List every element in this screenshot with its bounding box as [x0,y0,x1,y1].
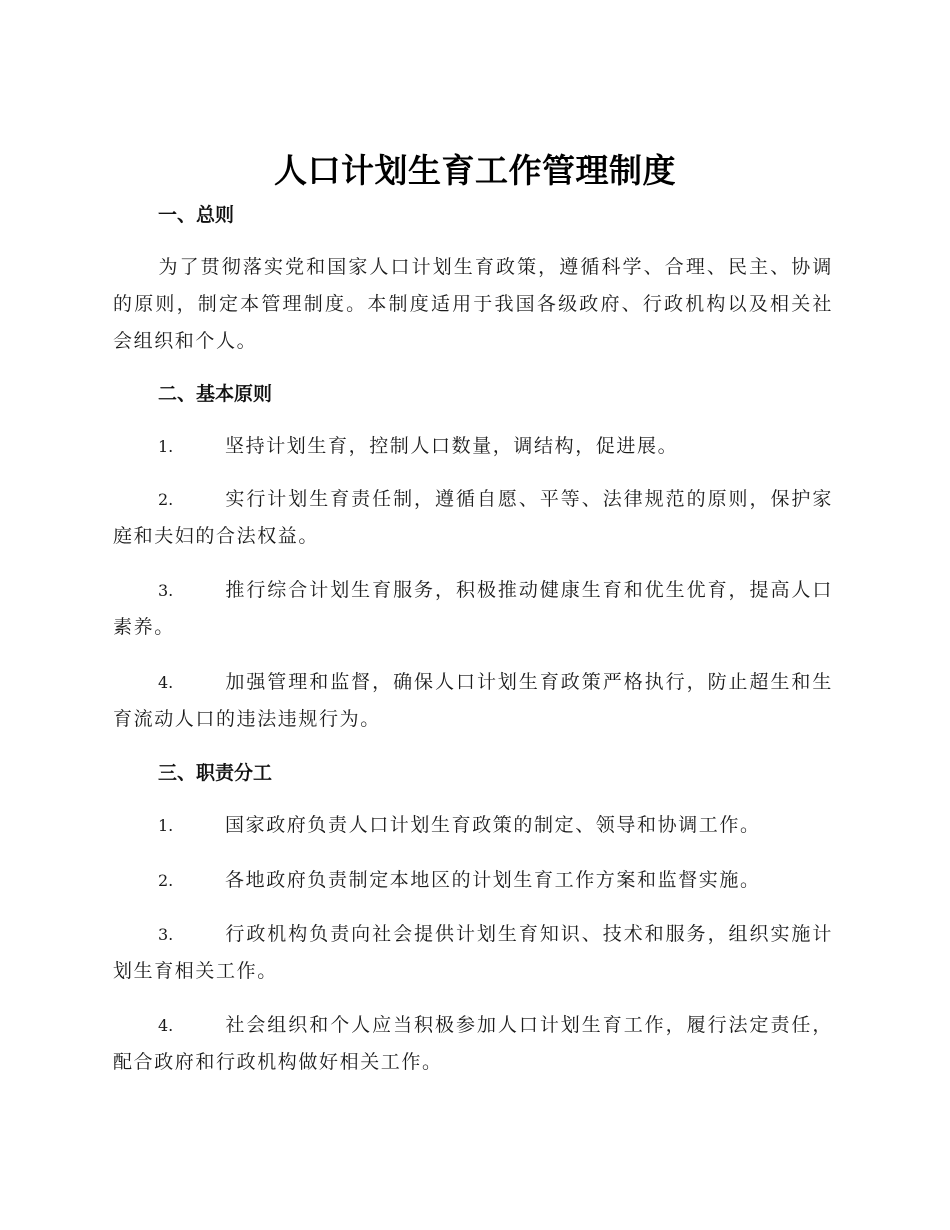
item-text: 实行计划生育责任制，遵循自愿、平等、法律规范的原则，保护家庭和夫妇的合法权益。 [113,488,833,547]
item-number: 3. [158,925,174,944]
list-item [113,862,833,899]
item-number: 1. [158,816,174,835]
section-heading-responsibilities: 三、职责分工 [158,762,273,784]
list-item [113,428,833,465]
item-number: 2. [158,871,174,890]
list-item [113,664,833,738]
list-item [113,572,833,646]
list-item [113,1007,833,1081]
item-number: 1. [158,437,174,456]
item-text: 推行综合计划生育服务，积极推动健康生育和优生优育，提高人口素养。 [113,579,833,638]
item-text: 国家政府负责人口计划生育政策的制定、领导和协调工作。 [225,814,761,836]
paragraph-text: 为了贯彻落实党和国家人口计划生育政策，遵循科学、合理、民主、协调的原则，制定本管理制度。本制度适用于我国各级政府、行政机构以及相关社会组织和个人。 [113,256,833,352]
list-item [113,916,833,990]
item-text: 坚持计划生育，控制人口数量，调结构，促进展。 [225,435,679,457]
section-paragraph-general [113,249,833,360]
section-heading-principles: 二、基本原则 [158,383,273,405]
item-number: 3. [158,581,174,600]
item-number: 4. [158,673,174,692]
item-text: 社会组织和个人应当积极参加人口计划生育工作，履行法定责任，配合政府和行政机构做好相关工作。 [113,1014,833,1073]
item-number: 2. [158,490,174,509]
list-item [113,481,833,555]
document-title: 人口计划生育工作管理制度 [274,151,676,190]
item-text: 各地政府负责制定本地区的计划生育工作方案和监督实施。 [225,869,761,891]
section-heading-general: 一、总则 [158,204,235,226]
item-text: 加强管理和监督，确保人口计划生育政策严格执行，防止超生和生育流动人口的违法违规行为。 [113,671,833,730]
item-number: 4. [158,1016,174,1035]
item-text: 行政机构负责向社会提供计划生育知识、技术和服务，组织实施计划生育相关工作。 [113,923,833,982]
list-item [113,807,833,844]
